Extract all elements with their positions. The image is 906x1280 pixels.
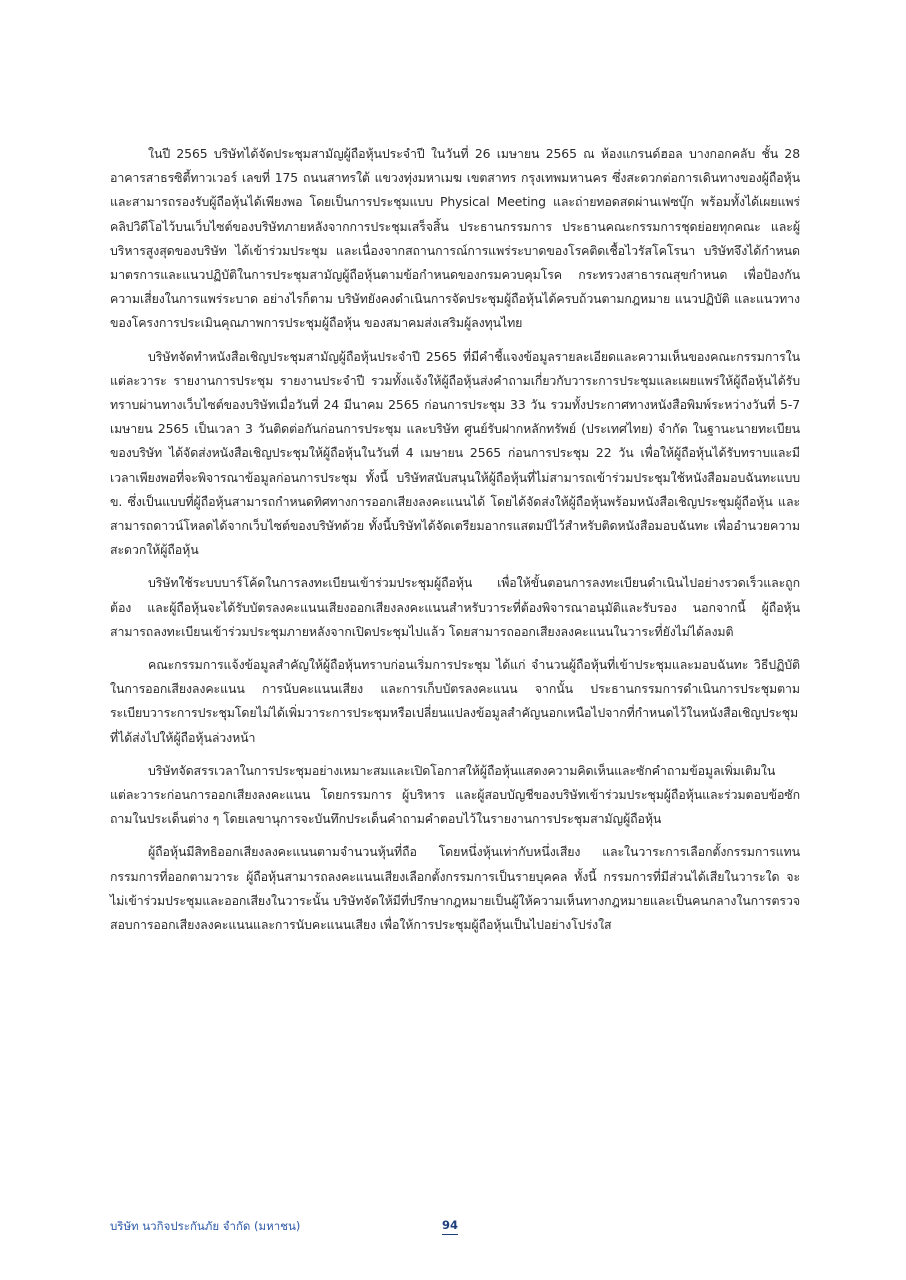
paragraph-shareholder-questions: บริษัทจัดสรรเวลาในการประชุมอย่างเหมาะสมและเปิดโอกาสให้ผู้ถือหุ้นแสดงความคิดเห็นและซักคำถามข้อมูลเพิ่มเติมในแต่ละวาระก่อนการออกเสียงลงคะแนน โดยกรรมการ ผู้บริหาร และผู้สอบบัญชีของบริษัทเข้าร่วมประชุมผู้ถือหุ้นและร่วมตอบข้อซักถามในประเด็นต่าง ๆ โดยเลขานุการจะบันทึกประเด็นคำถามคำตอบไว้ในรายงานการประชุมสามัญผู้ถือหุ้น — [110, 762, 800, 827]
paragraph-barcode-registration: บริษัทใช้ระบบบาร์โค้ดในการลงทะเบียนเข้าร่วมประชุมผู้ถือหุ้น เพื่อให้ขั้นตอนการลงทะเบียนดำเนินไปอย่างรวดเร็วและถูกต้อง และผู้ถือหุ้นจะได้รับบัตรลงคะแนนเสียงออกเสียงลงคะแนนสำหรับวาระที่ต้องพิจารณาอนุมัติและรับรอง นอกจากนี้ ผู้ถือหุ้นสามารถลงทะเบียนเข้าร่วมประชุมภายหลังจากเปิดประชุมไปแล้ว โดยสามารถออกเสียงลงคะแนนในวาระที่ยังไม่ได้ลงมติ — [110, 575, 800, 639]
page-footer — [110, 1218, 800, 1238]
paragraph-agm-2565-overview: ในปี 2565 บริษัทได้จัดประชุมสามัญผู้ถือหุ้นประจำปี ในวันที่ 26 เมษายน 2565 ณ ห้องแกรนด์ฮอล บางกอกคลับ ชั้น 28 อาคารสาธรซิตี้ทาวเวอร์ เลขที่ 175 ถนนสาทรใต้ แขวงทุ่งมหาเมฆ เขตสาทร กรุงเทพมหานคร ซึ่งสะดวกต่อการเดินทางของผู้ถือหุ้นและสามารถรองรับผู้ถือหุ้นได้เพียงพอ โดยเป็นการประชุมแบบ Physical Meeting และถ่ายทอดสดผ่านเฟซบุ๊ก พร้อมทั้งได้เผยแพร่คลิปวิดีโอไว้บนเว็บไซต์ของบริษัทภายหลังจากการประชุมเสร็จสิ้น ประธานกรรมการ ประธานคณะกรรมการชุดย่อยทุกคณะ และผู้บริหารสูงสุดของบริษัท ได้เข้าร่วมประชุม และเนื่องจากสถานการณ์การแพร่ระบาดของโรคติดเชื้อไวรัสโคโรนา บริษัทจึงได้กำหนดมาตรการและแนวปฏิบัติในการประชุมสามัญผู้ถือหุ้นตามข้อกำหนดของกรมควบคุมโรค กระทรวงสาธารณสุขกำหนด เพื่อป้องกันความเสี่ยงในการแพร่ระบาด อย่างไรก็ตาม บริษัทยังคงดำเนินการจัดประชุมผู้ถือหุ้นได้ครบถ้วนตามกฎหมาย แนวปฏิบัติ และแนวทางของโครงการประเมินคุณภาพการประชุมผู้ถือหุ้น ของสมาคมส่งเสริมผู้ลงทุนไทย — [110, 146, 800, 331]
document-body — [110, 142, 800, 946]
page-number: 94 — [442, 1218, 458, 1235]
footer-company-name: บริษัท นวกิจประกันภัย จำกัด (มหาชน) — [110, 1219, 301, 1233]
paragraph-meeting-invitation: บริษัทจัดทำหนังสือเชิญประชุมสามัญผู้ถือหุ้นประจำปี 2565 ที่มีคำชี้แจงข้อมูลรายละเอียดและความเห็นของคณะกรรมการในแต่ละวาระ รายงานการประชุม รายงานประจำปี รวมทั้งแจ้งให้ผู้ถือหุ้นส่งคำถามเกี่ยวกับวาระการประชุมและเผยแพร่ให้ผู้ถือหุ้นได้รับทราบผ่านทางเว็บไซต์ของบริษัทเมื่อวันที่ 24 มีนาคม 2565 ก่อนการประชุม 33 วัน รวมทั้งประกาศทางหนังสือพิมพ์ระหว่างวันที่ 5-7 เมษายน 2565 เป็นเวลา 3 วันติดต่อกันก่อนการประชุม และบริษัท ศูนย์รับฝากหลักทรัพย์ (ประเทศไทย) จำกัด ในฐานะนายทะเบียนของบริษัท ได้จัดส่งหนังสือเชิญประชุมให้ผู้ถือหุ้นในวันที่ 4 เมษายน 2565 ก่อนการประชุม 22 วัน เพื่อให้ผู้ถือหุ้นได้รับทราบและมีเวลาเพียงพอที่จะพิจารณาข้อมูลก่อนการประชุม ทั้งนี้ บริษัทสนับสนุนให้ผู้ถือหุ้นที่ไม่สามารถเข้าร่วมประชุมใช้หนังสือมอบฉันทะแบบ ข. ซึ่งเป็นแบบที่ผู้ถือหุ้นสามารถกำหนดทิศทางการออกเสียงลงคะแนนได้ โดยได้จัดส่งให้ผู้ถือหุ้นพร้อมหนังสือเชิญประชุมผู้ถือหุ้น และสามารถดาวน์โหลดได้จากเว็บไซต์ของบริษัทด้วย ทั้งนี้บริษัทได้จัดเตรียมอากรแสตมป์ไว้สำหรับติดหนังสือมอบฉันทะ เพื่ออำนวยความสะดวกให้ผู้ถือหุ้น — [110, 348, 800, 558]
paragraph-voting-procedure: คณะกรรมการแจ้งข้อมูลสำคัญให้ผู้ถือหุ้นทราบก่อนเริ่มการประชุม ได้แก่ จำนวนผู้ถือหุ้นที่เข้าประชุมและมอบฉันทะ วิธีปฏิบัติในการออกเสียงลงคะแนน การนับคะแนนเสียง และการเก็บบัตรลงคะแนน จากนั้น ประธานกรรมการดำเนินการประชุมตามระเบียบวาระการประชุมโดยไม่ได้เพิ่มวาระการประชุมหรือเปลี่ยนแปลงข้อมูลสำคัญนอกเหนือไปจากที่กำหนดไว้ในหนังสือเชิญประชุมที่ได้ส่งไปให้ผู้ถือหุ้นล่วงหน้า — [110, 657, 800, 745]
paragraph-voting-rights: ผู้ถือหุ้นมีสิทธิออกเสียงลงคะแนนตามจำนวนหุ้นที่ถือ โดยหนึ่งหุ้นเท่ากับหนึ่งเสียง และในวาระการเลือกตั้งกรรมการแทนกรรมการที่ออกตามวาระ ผู้ถือหุ้นสามารถลงคะแนนเสียงเลือกตั้งกรรมการเป็นรายบุคคล ทั้งนี้ กรรมการที่มีส่วนได้เสียในวาระใด จะไม่เข้าร่วมประชุมและออกเสียงในวาระนั้น บริษัทจัดให้มีที่ปรึกษากฎหมายเป็นผู้ให้ความเห็นทางกฎหมายและเป็นคนกลางในการตรวจสอบการออกเสียงลงคะแนนและการนับคะแนนเสียง เพื่อให้การประชุมผู้ถือหุ้นเป็นไปอย่างโปร่งใส — [110, 844, 800, 933]
